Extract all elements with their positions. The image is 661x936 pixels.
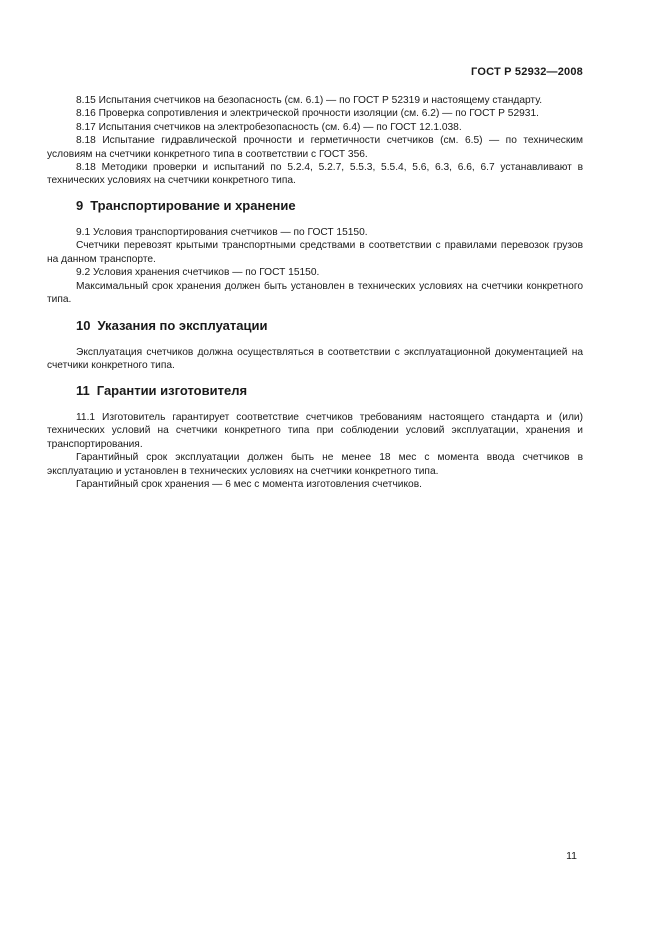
section-10-body <box>47 346 583 373</box>
section-9-body <box>47 226 583 306</box>
section-9-heading <box>76 198 296 213</box>
paragraph: 8.18 Методики проверки и испытаний по 5.2.4, 5.2.7, 5.5.3, 5.5.4, 5.6, 6.3, 6.6, 6.7 устанавливают в технических условиях на счетчики конкретного типа. <box>47 162 583 187</box>
section-10-heading <box>76 318 267 333</box>
paragraph: 9.2 Условия хранения счетчиков — по ГОСТ 15150. <box>76 267 320 279</box>
paragraph: 8.16 Проверка сопротивления и электрической прочности изоляции (см. 6.2) — по ГОСТ Р 52931. <box>76 108 539 120</box>
section-11-body <box>47 411 583 491</box>
paragraph: 8.18 Испытание гидравлической прочности и герметичности счетчиков (см. 6.5) — по техническим условиям на счетчики конкретного типа в соответствии с ГОСТ 356. <box>47 135 583 160</box>
section-11-heading <box>76 383 247 398</box>
section-number: 9 <box>76 198 84 213</box>
paragraph: Максимальный срок хранения должен быть установлен в технических условиях на счетчики конкретного типа. <box>47 280 583 306</box>
paragraph: Эксплуатация счетчиков должна осуществляться в соответствии с эксплуатационной документацией на счетчики конкретного типа. <box>47 347 583 372</box>
section-title: Гарантии изготовителя <box>96 383 248 398</box>
paragraph: Гарантийный срок эксплуатации должен быть не менее 18 мес с момента ввода счетчиков в эксплуатацию и установлен в технических условиях на счетчики конкретного типа. <box>47 452 583 477</box>
section-title: Указания по эксплуатации <box>97 318 268 333</box>
section-number: 11 <box>76 383 90 398</box>
page-number: 11 <box>566 850 577 862</box>
document-id: ГОСТ Р 52932—2008 <box>471 66 583 78</box>
section-number: 10 <box>76 318 91 333</box>
paragraph: 8.17 Испытания счетчиков на электробезопасность (см. 6.4) — по ГОСТ 12.1.038. <box>76 121 462 133</box>
paragraph: 8.15 Испытания счетчиков на безопасность (см. 6.1) — по ГОСТ Р 52319 и настоящему стандарту. <box>76 95 543 106</box>
paragraph: Счетчики перевозят крытыми транспортными средствами в соответствии с правилами перевозок грузов на данном транспорте. <box>47 240 583 265</box>
paragraph: 9.1 Условия транспортирования счетчиков — по ГОСТ 15150. <box>76 227 368 238</box>
paragraph: 11.1 Изготовитель гарантирует соответствие счетчиков требованиям настоящего стандарта и (или) технических условий на счетчики конкретного типа при соблюдении условий эксплуатации, хранения и транспортирования. <box>47 412 583 450</box>
paragraph: Гарантийный срок хранения — 6 мес с момента изготовления счетчиков. <box>76 479 422 491</box>
section-8-body <box>47 94 583 188</box>
section-title: Транспортирование и хранение <box>90 198 296 213</box>
